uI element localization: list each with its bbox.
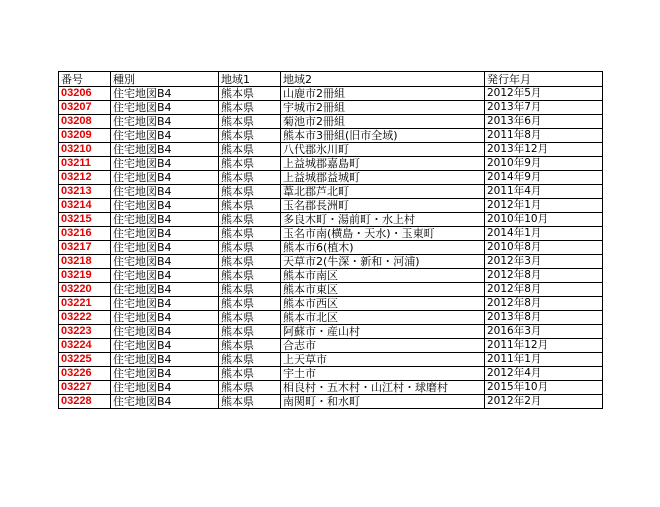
cell-date[interactable]: 2014年1月	[485, 227, 603, 241]
cell-area2[interactable]: 上益城郡益城町	[281, 171, 485, 185]
cell-number[interactable]: 03227	[59, 381, 111, 395]
cell-date[interactable]: 2012年1月	[485, 199, 603, 213]
cell-area1[interactable]: 熊本県	[219, 297, 281, 311]
cell-date[interactable]: 2012年4月	[485, 367, 603, 381]
cell-area2[interactable]: 阿蘇市・産山村	[281, 325, 485, 339]
cell-date[interactable]: 2013年8月	[485, 311, 603, 325]
header-cell-type[interactable]: 種別	[111, 72, 219, 87]
cell-type[interactable]: 住宅地図B4	[111, 311, 219, 325]
cell-area1[interactable]: 熊本県	[219, 381, 281, 395]
cell-type[interactable]: 住宅地図B4	[111, 199, 219, 213]
cell-number[interactable]: 03210	[59, 143, 111, 157]
cell-type[interactable]: 住宅地図B4	[111, 213, 219, 227]
cell-type[interactable]: 住宅地図B4	[111, 143, 219, 157]
header-cell-area1[interactable]: 地域1	[219, 72, 281, 87]
cell-date[interactable]: 2010年10月	[485, 213, 603, 227]
cell-area1[interactable]: 熊本県	[219, 353, 281, 367]
cell-type[interactable]: 住宅地図B4	[111, 339, 219, 353]
cell-date[interactable]: 2016年3月	[485, 325, 603, 339]
cell-type[interactable]: 住宅地図B4	[111, 325, 219, 339]
cell-type[interactable]: 住宅地図B4	[111, 297, 219, 311]
cell-area2[interactable]: 上益城郡嘉島町	[281, 157, 485, 171]
cell-area2[interactable]: 上天草市	[281, 353, 485, 367]
cell-area2[interactable]: 玉名市南(横島・天水)・玉東町	[281, 227, 485, 241]
cell-date[interactable]: 2012年8月	[485, 269, 603, 283]
cell-area1[interactable]: 熊本県	[219, 241, 281, 255]
table-row	[59, 101, 603, 115]
cell-area1[interactable]: 熊本県	[219, 101, 281, 115]
cell-area2[interactable]: 山鹿市2冊組	[281, 87, 485, 101]
cell-type[interactable]: 住宅地図B4	[111, 185, 219, 199]
cell-area2[interactable]: 宇土市	[281, 367, 485, 381]
cell-area2[interactable]: 八代郡氷川町	[281, 143, 485, 157]
cell-area1[interactable]: 熊本県	[219, 115, 281, 129]
table-body	[59, 87, 603, 409]
table-row	[59, 381, 603, 395]
cell-type[interactable]: 住宅地図B4	[111, 115, 219, 129]
cell-area2[interactable]: 葦北郡芦北町	[281, 185, 485, 199]
cell-number[interactable]: 03220	[59, 283, 111, 297]
cell-area1[interactable]: 熊本県	[219, 227, 281, 241]
cell-number[interactable]: 03216	[59, 227, 111, 241]
cell-area1[interactable]: 熊本県	[219, 87, 281, 101]
spreadsheet-sheet	[58, 71, 603, 409]
cell-type[interactable]: 住宅地図B4	[111, 157, 219, 171]
table-row	[59, 325, 603, 339]
cell-area1[interactable]: 熊本県	[219, 157, 281, 171]
cell-date[interactable]: 2012年2月	[485, 395, 603, 409]
cell-date[interactable]: 2010年9月	[485, 157, 603, 171]
cell-area1[interactable]: 熊本県	[219, 325, 281, 339]
cell-type[interactable]: 住宅地図B4	[111, 255, 219, 269]
cell-number[interactable]: 03226	[59, 367, 111, 381]
cell-number[interactable]: 03207	[59, 101, 111, 115]
cell-date[interactable]: 2014年9月	[485, 171, 603, 185]
table-row	[59, 213, 603, 227]
cell-type[interactable]: 住宅地図B4	[111, 353, 219, 367]
header-cell-date[interactable]: 発行年月	[485, 72, 603, 87]
cell-area1[interactable]: 熊本県	[219, 339, 281, 353]
cell-area1[interactable]: 熊本県	[219, 129, 281, 143]
cell-number[interactable]: 03214	[59, 199, 111, 213]
cell-area2[interactable]: 宇城市2冊組	[281, 101, 485, 115]
table-row	[59, 269, 603, 283]
cell-number[interactable]: 03208	[59, 115, 111, 129]
cell-number[interactable]: 03221	[59, 297, 111, 311]
cell-area2[interactable]: 合志市	[281, 339, 485, 353]
cell-number[interactable]: 03218	[59, 255, 111, 269]
cell-number[interactable]: 03206	[59, 87, 111, 101]
cell-number[interactable]: 03215	[59, 213, 111, 227]
cell-number[interactable]: 03212	[59, 171, 111, 185]
cell-date[interactable]: 2013年6月	[485, 115, 603, 129]
cell-type[interactable]: 住宅地図B4	[111, 395, 219, 409]
table-row	[59, 255, 603, 269]
map-catalog-table	[58, 71, 603, 409]
cell-area1[interactable]: 熊本県	[219, 311, 281, 325]
cell-date[interactable]: 2011年12月	[485, 339, 603, 353]
table-row	[59, 185, 603, 199]
cell-type[interactable]: 住宅地図B4	[111, 381, 219, 395]
cell-date[interactable]: 2013年7月	[485, 101, 603, 115]
cell-area2[interactable]: 多良木町・湯前町・水上村	[281, 213, 485, 227]
cell-type[interactable]: 住宅地図B4	[111, 241, 219, 255]
cell-date[interactable]: 2012年8月	[485, 297, 603, 311]
table-row	[59, 283, 603, 297]
cell-area1[interactable]: 熊本県	[219, 213, 281, 227]
cell-date[interactable]: 2011年4月	[485, 185, 603, 199]
cell-type[interactable]: 住宅地図B4	[111, 87, 219, 101]
cell-date[interactable]: 2013年12月	[485, 143, 603, 157]
table-row	[59, 311, 603, 325]
table-row	[59, 353, 603, 367]
table-row	[59, 171, 603, 185]
header-cell-number[interactable]: 番号	[59, 72, 111, 87]
cell-area1[interactable]: 熊本県	[219, 395, 281, 409]
cell-area2[interactable]: 熊本市南区	[281, 269, 485, 283]
cell-type[interactable]: 住宅地図B4	[111, 269, 219, 283]
cell-number[interactable]: 03225	[59, 353, 111, 367]
cell-date[interactable]: 2010年8月	[485, 241, 603, 255]
cell-area1[interactable]: 熊本県	[219, 171, 281, 185]
cell-area2[interactable]: 熊本市西区	[281, 297, 485, 311]
cell-area2[interactable]: 天草市2(牛深・新和・河浦)	[281, 255, 485, 269]
cell-number[interactable]: 03228	[59, 395, 111, 409]
table-row	[59, 395, 603, 409]
cell-date[interactable]: 2011年8月	[485, 129, 603, 143]
cell-type[interactable]: 住宅地図B4	[111, 367, 219, 381]
table-row	[59, 199, 603, 213]
header-row	[59, 72, 603, 87]
cell-type[interactable]: 住宅地図B4	[111, 227, 219, 241]
cell-date[interactable]: 2012年5月	[485, 87, 603, 101]
cell-area2[interactable]: 熊本市6(植木)	[281, 241, 485, 255]
cell-area1[interactable]: 熊本県	[219, 255, 281, 269]
cell-area1[interactable]: 熊本県	[219, 143, 281, 157]
table-row	[59, 87, 603, 101]
cell-area1[interactable]: 熊本県	[219, 283, 281, 297]
header-cell-area2[interactable]: 地域2	[281, 72, 485, 87]
table-row	[59, 227, 603, 241]
table-row	[59, 297, 603, 311]
table-row	[59, 241, 603, 255]
table-row	[59, 143, 603, 157]
cell-number[interactable]: 03209	[59, 129, 111, 143]
cell-date[interactable]: 2015年10月	[485, 381, 603, 395]
cell-area2[interactable]: 南関町・和水町	[281, 395, 485, 409]
cell-number[interactable]: 03223	[59, 325, 111, 339]
table-row	[59, 157, 603, 171]
cell-type[interactable]: 住宅地図B4	[111, 129, 219, 143]
cell-date[interactable]: 2011年1月	[485, 353, 603, 367]
cell-number[interactable]: 03219	[59, 269, 111, 283]
cell-number[interactable]: 03213	[59, 185, 111, 199]
cell-number[interactable]: 03211	[59, 157, 111, 171]
cell-area1[interactable]: 熊本県	[219, 367, 281, 381]
cell-area1[interactable]: 熊本県	[219, 185, 281, 199]
cell-type[interactable]: 住宅地図B4	[111, 171, 219, 185]
cell-number[interactable]: 03217	[59, 241, 111, 255]
table-row	[59, 339, 603, 353]
cell-area2[interactable]: 熊本市東区	[281, 283, 485, 297]
cell-area1[interactable]: 熊本県	[219, 269, 281, 283]
cell-area2[interactable]: 熊本市北区	[281, 311, 485, 325]
cell-area2[interactable]: 菊池市2冊組	[281, 115, 485, 129]
cell-type[interactable]: 住宅地図B4	[111, 101, 219, 115]
cell-number[interactable]: 03222	[59, 311, 111, 325]
table-row	[59, 129, 603, 143]
cell-area2[interactable]: 相良村・五木村・山江村・球磨村	[281, 381, 485, 395]
cell-type[interactable]: 住宅地図B4	[111, 283, 219, 297]
cell-number[interactable]: 03224	[59, 339, 111, 353]
table-row	[59, 115, 603, 129]
cell-date[interactable]: 2012年8月	[485, 283, 603, 297]
cell-area2[interactable]: 玉名郡長洲町	[281, 199, 485, 213]
table-row	[59, 367, 603, 381]
cell-area1[interactable]: 熊本県	[219, 199, 281, 213]
cell-area2[interactable]: 熊本市3冊組(旧市全域)	[281, 129, 485, 143]
cell-date[interactable]: 2012年3月	[485, 255, 603, 269]
